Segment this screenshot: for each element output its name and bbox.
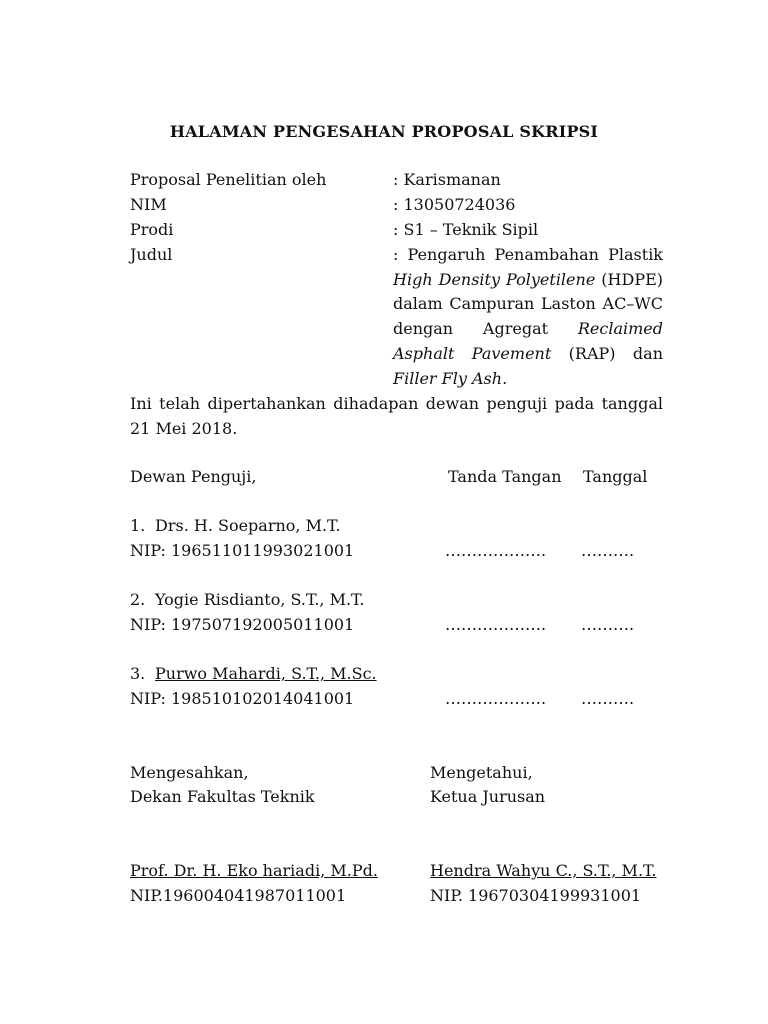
approval-left-line2: Dekan Fakultas Teknik xyxy=(130,787,315,806)
defense-statement: Ini telah dipertahankan dihadapan dewan penguji pada tanggal 21 Mei 2018. xyxy=(130,394,663,438)
field-value-author: : Karismanan xyxy=(393,170,501,189)
examiners-label: Dewan Penguji, xyxy=(130,467,257,486)
signature-line: ………………. xyxy=(445,541,547,560)
field-label-author: Proposal Penelitian oleh xyxy=(130,170,327,189)
approval-right-line1: Mengetahui, xyxy=(430,763,533,782)
field-value-nim: : 13050724036 xyxy=(393,195,516,214)
page-title: HALAMAN PENGESAHAN PROPOSAL SKRIPSI xyxy=(169,122,599,141)
signature-line: ………………. xyxy=(445,689,547,708)
field-value-judul xyxy=(393,243,663,391)
field-label-nim: NIM xyxy=(130,195,167,214)
date-line: ………. xyxy=(581,541,635,560)
judul-text-1: : Pengaruh Penambahan Plastik xyxy=(393,245,663,264)
judul-italic-3: Filler Fly Ash. xyxy=(393,368,508,388)
approval-right-line2: Ketua Jurusan xyxy=(430,787,546,806)
examiner-name: Purwo Mahardi, S.T., M.Sc. xyxy=(155,664,377,683)
dean-name: Prof. Dr. H. Eko hariadi, M.Pd. xyxy=(130,861,378,880)
judul-italic-1: High Density Polyetilene xyxy=(393,269,596,289)
examiner-number: 2. xyxy=(130,590,146,609)
examiner-name: Yogie Risdianto, S.T., M.T. xyxy=(155,590,365,609)
date-column-header: Tanggal xyxy=(583,467,648,486)
approval-left-line1: Mengesahkan, xyxy=(130,763,249,782)
examiner-nip: NIP: 196511011993021001 xyxy=(130,541,355,560)
department-head-name: Hendra Wahyu C., S.T., M.T. xyxy=(430,861,657,880)
signature-line: ………………. xyxy=(445,615,547,634)
judul-text-2: (HDPE) dalam Campuran Laston AC–WC dengan Agregat xyxy=(393,269,664,339)
date-line: ………. xyxy=(581,689,635,708)
department-head-nip: NIP. 19670304199931001 xyxy=(430,886,642,905)
examiner-nip: NIP: 198510102014041001 xyxy=(130,689,355,708)
signature-column-header: Tanda Tangan xyxy=(448,467,562,486)
judul-text-3: (RAP) dan xyxy=(551,343,663,363)
examiner-number: 1. xyxy=(130,516,146,535)
examiner-name: Drs. H. Soeparno, M.T. xyxy=(155,516,341,535)
examiner-nip: NIP: 197507192005011001 xyxy=(130,615,355,634)
date-line: ………. xyxy=(581,615,635,634)
field-value-prodi: : S1 – Teknik Sipil xyxy=(393,220,539,239)
examiner-number: 3. xyxy=(130,664,146,683)
judul-italic-2: Reclaimed Asphalt Pavement xyxy=(393,319,663,363)
dean-nip: NIP.196004041987011001 xyxy=(130,886,347,905)
field-label-prodi: Prodi xyxy=(130,220,174,239)
field-label-judul: Judul xyxy=(130,245,173,264)
